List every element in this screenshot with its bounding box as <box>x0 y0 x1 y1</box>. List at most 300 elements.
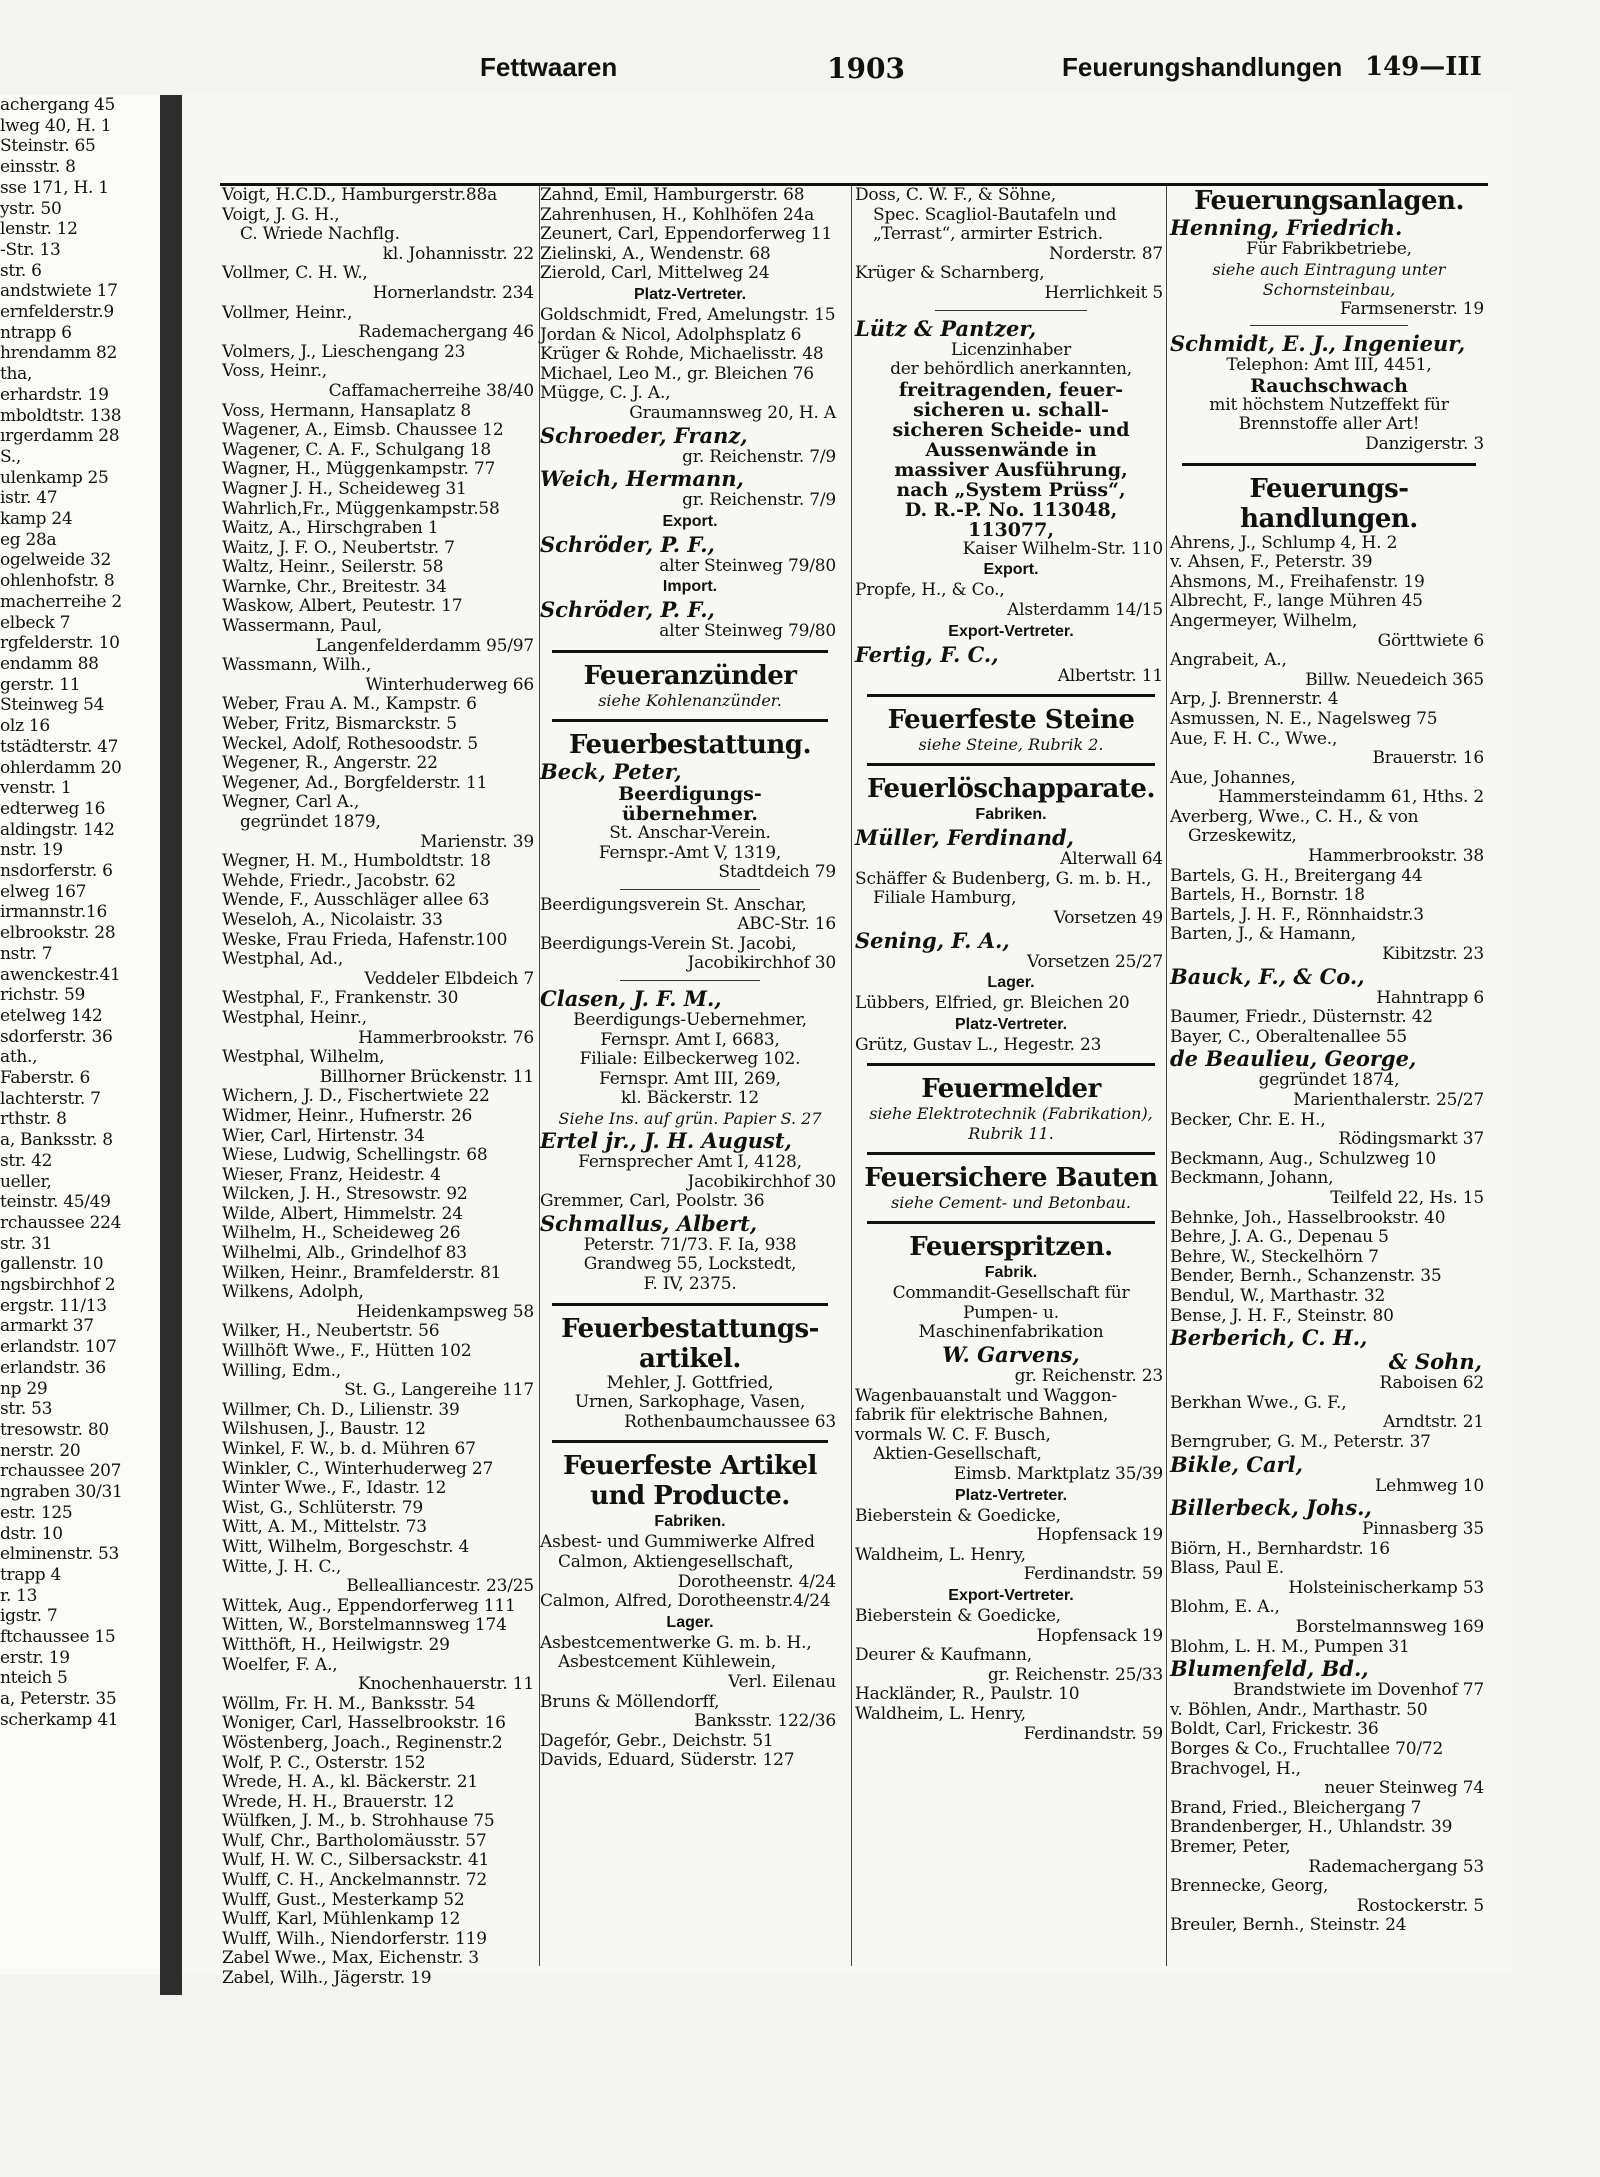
section-heading: handlungen. <box>1240 503 1418 534</box>
directory-entry: Wagner J. H., Scheideweg 31 <box>222 478 467 499</box>
entry: Blass, Paul E. <box>1170 1558 1284 1579</box>
entry: Biörn, H., Bernhardstr. 16 <box>1170 1538 1390 1559</box>
firm-name: Weich, Hermann, <box>540 466 744 492</box>
adjacent-page-text: a, Banksstr. 8 <box>0 1130 113 1151</box>
directory-entry: Wulff, Karl, Mühlenkamp 12 <box>222 1909 461 1930</box>
adjacent-page-text: elbrookstr. 28 <box>0 923 116 944</box>
firm-name: Blumenfeld, Bd., <box>1170 1656 1369 1682</box>
divider <box>620 889 760 890</box>
directory-entry: Zabel, Wilh., Jägerstr. 19 <box>222 1968 432 1989</box>
entry: Arp, J. Brennerstr. 4 <box>1170 689 1339 710</box>
firm-name: Berberich, C. H., <box>1170 1325 1368 1351</box>
entry-address: Kibitzstr. 23 <box>1382 944 1484 965</box>
directory-entry: Wilhelm, H., Scheideweg 26 <box>222 1223 461 1244</box>
entry: mit höchstem Nutzeffekt für <box>1209 394 1449 415</box>
adjacent-page-text: nstr. 19 <box>0 840 63 861</box>
section-heading: Feueranzünder <box>583 660 797 691</box>
entry: Brand, Fried., Bleichergang 7 <box>1170 1797 1422 1818</box>
directory-entry: Woniger, Carl, Hasselbrookstr. 16 <box>222 1713 506 1734</box>
adjacent-page-text: mboldtstr. 138 <box>0 405 122 426</box>
adjacent-page-text: hrendamm 82 <box>0 343 118 364</box>
entry: F. IV, 2375. <box>643 1274 737 1294</box>
directory-entry: Wilde, Albert, Himmelstr. 24 <box>222 1203 463 1224</box>
directory-entry: Westphal, F., Frankenstr. 30 <box>222 988 459 1009</box>
entry: Asbestcement Kühlewein, <box>558 1652 776 1673</box>
adjacent-page-text: str. 53 <box>0 1399 53 1420</box>
entry: Blohm, E. A., <box>1170 1597 1280 1618</box>
section-heading: und Producte. <box>590 1481 790 1512</box>
directory-entry: Wieser, Franz, Heidestr. 4 <box>222 1164 441 1185</box>
directory-entry: Wassermann, Paul, <box>222 616 382 637</box>
section-heading: Feuerungs- <box>1249 473 1409 504</box>
entry: Bieberstein & Goedicke, <box>855 1606 1061 1626</box>
entry: Beckmann, Johann, <box>1170 1168 1334 1189</box>
directory-entry: gegründet 1879, <box>240 812 381 832</box>
entry-address: Norderstr. 87 <box>1049 243 1163 264</box>
entry: Albrecht, F., lange Mühren 45 <box>1170 591 1423 612</box>
adjacent-page-text: erlandstr. 107 <box>0 1337 117 1358</box>
advert-text: Beerdigungs- <box>618 782 762 805</box>
adjacent-page-text: trapp 4 <box>0 1564 61 1585</box>
directory-entry: Wegner, H. M., Humboldtstr. 18 <box>222 851 491 872</box>
cross-reference: siehe Steine, Rubrik 2. <box>918 735 1104 755</box>
entry-address: Vorsetzen 25/27 <box>1026 951 1163 972</box>
entry: Brennstoffe aller Art! <box>1238 414 1420 435</box>
entry: Waldheim, L. Henry, <box>855 1703 1026 1724</box>
entry: Spec. Scagliol-Bautafeln und <box>873 204 1117 225</box>
entry: Davids, Eduard, Süderstr. 127 <box>540 1750 795 1771</box>
section-heading: Feuerfeste Artikel <box>563 1451 817 1482</box>
entry: Aktien-Gesellschaft, <box>873 1444 1042 1465</box>
entry-address: Vorsetzen 49 <box>1053 907 1163 928</box>
entry: Zahnd, Emil, Hamburgerstr. 68 <box>540 185 805 205</box>
entry: der behördlich anerkannten, <box>890 359 1132 380</box>
entry-address: Hopfensack 19 <box>1036 1525 1163 1546</box>
advert-text: sicheren u. schall- <box>913 398 1109 421</box>
divider <box>935 310 1087 311</box>
section-subtitle: Fabriken. <box>654 1513 726 1531</box>
adjacent-page-text: lachterstr. 7 <box>0 1088 101 1109</box>
directory-entry: Warnke, Chr., Breitestr. 34 <box>222 576 447 597</box>
entry: Zielinski, A., Wendenstr. 68 <box>540 243 771 264</box>
entry-address: Rödingsmarkt 37 <box>1338 1129 1484 1150</box>
entry-address: Lehmweg 10 <box>1375 1475 1484 1496</box>
directory-entry: Weckel, Adolf, Rothesoodstr. 5 <box>222 733 478 754</box>
directory-entry: Westphal, Wilhelm, <box>222 1047 385 1068</box>
header-page-number: 149—III <box>1365 52 1482 82</box>
column-divider <box>851 186 852 1966</box>
firm-name: Lütz & Pantzer, <box>855 315 1037 341</box>
firm-name: Ertel jr., J. H. August, <box>540 1128 792 1154</box>
adjacent-page-text: str. 6 <box>0 260 42 281</box>
adjacent-page-text: gallenstr. 10 <box>0 1254 104 1275</box>
directory-entry: Witt, A. M., Mittelstr. 73 <box>222 1517 427 1538</box>
entry: Bense, J. H. F., Steinstr. 80 <box>1170 1305 1394 1326</box>
entry-address: gr. Reichenstr. 25/33 <box>987 1664 1163 1685</box>
section-subtitle: Export-Vertreter. <box>948 622 1074 640</box>
entry: Becker, Chr. E. H., <box>1170 1109 1326 1130</box>
entry-address: Hammerbrookstr. 38 <box>1308 846 1484 867</box>
section-rule <box>552 650 828 653</box>
header-right-title: Feuerungshandlungen <box>1062 52 1343 82</box>
entry: Asbest- und Gummiwerke Alfred <box>540 1532 815 1553</box>
adjacent-page-text: erstr. 19 <box>0 1647 70 1668</box>
adjacent-page-text: nerstr. 20 <box>0 1440 81 1461</box>
entry: Telephon: Amt III, 4451, <box>1226 355 1432 376</box>
adjacent-page-text: Steinstr. 65 <box>0 136 96 157</box>
advert-text: sicheren Scheide- und <box>892 418 1130 441</box>
section-heading: Feuerbestattungs- <box>561 1313 819 1344</box>
adjacent-page-text: sse 171, H. 1 <box>0 177 109 198</box>
directory-entry: Volmers, J., Lieschengang 23 <box>222 341 466 362</box>
entry-address: Hammerbrookstr. 76 <box>358 1027 534 1048</box>
adjacent-page-text: istr. 47 <box>0 488 58 509</box>
entry: Für Fabrikbetriebe, <box>1246 239 1412 259</box>
entry: Wagenbauanstalt und Waggon- <box>855 1385 1118 1406</box>
section-subtitle: Export. <box>662 512 718 530</box>
entry: Bartels, G. H., Breitergang 44 <box>1170 865 1423 886</box>
entry: Fernspr. Amt I, 6683, <box>600 1029 780 1050</box>
adjacent-page-text: teinstr. 45/49 <box>0 1192 111 1213</box>
entry-address: kl. Johannisstr. 22 <box>382 243 534 264</box>
adjacent-page-text: edterweg 16 <box>0 798 106 819</box>
column-2 <box>540 186 840 1966</box>
section-heading: Feuersichere Bauten <box>864 1163 1158 1194</box>
entry: Grandweg 55, Lockstedt, <box>583 1254 797 1275</box>
cross-reference: siehe Elektrotechnik (Fabrikation), <box>869 1104 1153 1124</box>
entry: Baumer, Friedr., Düsternstr. 42 <box>1170 1007 1433 1028</box>
entry: Bartels, J. H. F., Rönnhaidstr.3 <box>1170 904 1424 925</box>
adjacent-page-text: dstr. 10 <box>0 1523 63 1544</box>
section-rule <box>867 1221 1155 1224</box>
directory-entry: Wulff, Wilh., Niendorferstr. 119 <box>222 1928 487 1949</box>
entry: Beerdigungsverein St. Anschar, <box>540 894 807 915</box>
adjacent-page-text: nstr. 7 <box>0 943 53 964</box>
entry-address: Hornerlandstr. 234 <box>372 282 534 303</box>
adjacent-page-text: einsstr. 8 <box>0 157 76 178</box>
entry: Filiale: Eilbeckerweg 102. <box>579 1049 801 1070</box>
entry: Zeunert, Carl, Eppendorferweg 11 <box>540 224 833 245</box>
adjacent-page-text: estr. 125 <box>0 1502 73 1523</box>
entry: gegründet 1874, <box>1258 1070 1400 1091</box>
entry: Angrabeit, A., <box>1170 650 1287 671</box>
entry: Calmon, Alfred, Dorotheenstr.4/24 <box>540 1591 831 1612</box>
entry-address: Rademachergang 46 <box>358 322 534 343</box>
entry-address: Danzigerstr. 3 <box>1365 433 1484 454</box>
entry-address: Hammersteindamm 61, Hths. 2 <box>1217 787 1484 808</box>
entry: Michael, Leo M., gr. Bleichen 76 <box>540 363 814 384</box>
entry: Waldheim, L. Henry, <box>855 1544 1026 1565</box>
directory-entry: Zabel Wwe., Max, Eichenstr. 3 <box>222 1948 479 1969</box>
entry: Doss, C. W. F., & Söhne, <box>855 185 1056 205</box>
advert-text: Aussenwände in <box>925 438 1097 461</box>
adjacent-page-text: -Str. 13 <box>0 239 61 260</box>
adjacent-page-text: eg 28a <box>0 529 57 550</box>
entry-address: Banksstr. 122/36 <box>694 1711 836 1732</box>
directory-entry: Weber, Frau A. M., Kampstr. 6 <box>222 694 477 715</box>
entry: Zahrenhusen, H., Kohlhöfen 24a <box>540 204 815 225</box>
entry: Krüger & Rohde, Michaelisstr. 48 <box>540 344 824 365</box>
entry: Calmon, Aktiengesellschaft, <box>558 1551 794 1572</box>
directory-entry: Voigt, J. G. H., <box>222 204 340 225</box>
entry: Zierold, Carl, Mittelweg 24 <box>540 263 770 284</box>
directory-entry: Wittek, Aug., Eppendorferweg 111 <box>222 1595 516 1616</box>
adjacent-page-text: irmannstr.16 <box>0 902 107 923</box>
entry: Propfe, H., & Co., <box>855 580 1005 601</box>
entry: St. Anschar-Verein. <box>609 822 771 843</box>
adjacent-page-text: sdorferstr. 36 <box>0 1026 113 1047</box>
entry-address: Billhorner Brückenstr. 11 <box>319 1066 534 1087</box>
entry-address: Rostockerstr. 5 <box>1356 1895 1484 1916</box>
entry: Deurer & Kaufmann, <box>855 1645 1032 1666</box>
directory-entry: Wulff, Gust., Mesterkamp 52 <box>222 1889 465 1910</box>
entry-address: Brauerstr. 16 <box>1372 748 1484 769</box>
entry-address: gr. Reichenstr. 23 <box>1014 1366 1163 1387</box>
entry: Angermeyer, Wilhelm, <box>1170 610 1358 631</box>
entry: Filiale Hamburg, <box>873 888 1017 909</box>
entry: Asmussen, N. E., Nagelsweg 75 <box>1170 708 1438 729</box>
directory-entry: Voss, Hermann, Hansaplatz 8 <box>222 400 472 421</box>
firm-name: Billerbeck, Johs., <box>1170 1495 1372 1521</box>
cross-reference: siehe auch Eintragung unter <box>1212 259 1446 279</box>
entry-address: Brandstwiete im Dovenhof 77 <box>1232 1680 1484 1701</box>
entry: Urnen, Sarkophage, Vasen, <box>574 1392 806 1413</box>
book-gutter <box>160 95 182 1995</box>
entry-address: gr. Reichenstr. 7/9 <box>682 490 836 511</box>
entry: Bieberstein & Goedicke, <box>855 1505 1061 1526</box>
entry-address: alter Steinweg 79/80 <box>659 555 836 576</box>
directory-entry: Willing, Edm., <box>222 1360 341 1381</box>
adjacent-page-text: tresowstr. 80 <box>0 1420 109 1440</box>
entry: Behre, J. A. G., Depenau 5 <box>1170 1227 1389 1248</box>
adjacent-page-text: r. 13 <box>0 1585 38 1606</box>
directory-entry: Wöstenberg, Joach., Reginenstr.2 <box>222 1732 503 1753</box>
section-heading: Feuerspritzen. <box>909 1232 1113 1263</box>
adjacent-page-text: Steinweg 54 <box>0 695 105 716</box>
adjacent-page-text: ohlerdamm 20 <box>0 757 122 778</box>
entry: Peterstr. 71/73. F. Ia, 938 <box>583 1234 797 1255</box>
directory-entry: Winter Wwe., F., Idastr. 12 <box>222 1478 447 1499</box>
section-subtitle: Import. <box>662 578 718 596</box>
directory-entry: Waitz, J. F. O., Neubertstr. 7 <box>222 537 455 558</box>
entry-address: Winterhuderweg 66 <box>365 674 534 695</box>
entry: Fernspr.-Amt V, 1319, <box>598 842 782 863</box>
entry-address: Jacobikirchhof 30 <box>687 1171 836 1192</box>
directory-entry: Wolf, P. C., Osterstr. 152 <box>222 1752 426 1773</box>
entry: Licenzinhaber <box>950 339 1072 360</box>
adjacent-page-text: ırgerdamm 28 <box>0 426 120 447</box>
entry-address: Hahntrapp 6 <box>1376 987 1484 1008</box>
directory-entry: Winkler, C., Winterhuderweg 27 <box>222 1458 494 1479</box>
entry: Boldt, Carl, Frickestr. 36 <box>1170 1719 1379 1740</box>
entry-address: Marienthalerstr. 25/27 <box>1293 1090 1484 1110</box>
directory-entry: Witt, Wilhelm, Borgeschstr. 4 <box>222 1536 470 1557</box>
adjacent-page-text: ulenkamp 25 <box>0 467 109 488</box>
header-left-title: Fettwaaren <box>480 52 618 82</box>
entry-address: Eimsb. Marktplatz 35/39 <box>953 1464 1163 1485</box>
directory-entry: Wehde, Friedr., Jacobstr. 62 <box>222 870 456 891</box>
adjacent-page-text: gerstr. 11 <box>0 674 81 695</box>
entry-address: Bellealliancestr. 23/25 <box>346 1576 534 1597</box>
adjacent-page-text: andstwiete 17 <box>0 281 118 302</box>
firm-name: Sening, F. A., <box>855 927 1010 953</box>
firm-name: & Sohn, <box>1388 1349 1482 1375</box>
section-subtitle: Fabrik. <box>984 1264 1038 1282</box>
adjacent-page-text: achergang 45 <box>0 95 116 115</box>
directory-entry: Wegner, Carl A., <box>222 792 360 813</box>
entry-address: Graumannsweg 20, H. A <box>629 402 836 423</box>
entry: Gremmer, Carl, Poolstr. 36 <box>540 1191 765 1212</box>
section-rule <box>867 694 1155 697</box>
entry: Breuler, Bernh., Steinstr. 24 <box>1170 1915 1407 1936</box>
adjacent-page-text: rgfelderstr. 10 <box>0 633 120 654</box>
cross-reference: Siehe Ins. auf grün. Papier S. 27 <box>558 1109 822 1129</box>
section-subtitle: Platz-Vertreter. <box>954 1486 1068 1504</box>
entry-address: Hopfensack 19 <box>1036 1625 1163 1646</box>
entry-address: Billw. Neuedeich 365 <box>1305 669 1484 690</box>
directory-entry: Wassmann, Wilh., <box>222 655 372 676</box>
entry: Grzeskewitz, <box>1188 826 1297 847</box>
column-3 <box>855 186 1167 1966</box>
directory-entry: Willmer, Ch. D., Lilienstr. 39 <box>222 1399 460 1420</box>
directory-entry: Wöllm, Fr. H. M., Banksstr. 54 <box>222 1693 476 1714</box>
entry-address: Pinnasberg 35 <box>1361 1519 1484 1540</box>
section-subtitle: Lager. <box>987 974 1035 992</box>
directory-entry: Wrede, H. H., Brauerstr. 12 <box>222 1791 455 1812</box>
section-rule <box>552 719 828 722</box>
advert-text: nach „System Prüss“, <box>896 478 1126 501</box>
advert-text: freitragenden, feuer- <box>898 378 1124 401</box>
directory-entry: Widmer, Heinr., Hufnerstr. 26 <box>222 1105 473 1126</box>
cross-reference: siehe Kohlenanzünder. <box>598 690 782 710</box>
firm-name: Schröder, P. F., <box>540 597 715 623</box>
directory-entry: Wichern, J. D., Fischertwiete 22 <box>222 1086 490 1107</box>
entry: Goldschmidt, Fred, Amelungstr. 15 <box>540 304 836 325</box>
adjacent-page-text: etelweg 142 <box>0 1005 103 1026</box>
divider <box>620 980 760 981</box>
entry: Beerdigungs-Verein St. Jacobi, <box>540 933 797 954</box>
entry: Lübbers, Elfried, gr. Bleichen 20 <box>855 993 1130 1014</box>
adjacent-page-text: ftchaussee 15 <box>0 1627 116 1648</box>
firm-name: Schmidt, E. J., Ingenieur, <box>1170 331 1466 357</box>
firm-name: de Beaulieu, George, <box>1170 1046 1417 1072</box>
entry: Aue, Johannes, <box>1170 767 1296 788</box>
directory-entry: Wulf, Chr., Bartholomäusstr. 57 <box>222 1830 487 1851</box>
directory-entry: Wier, Carl, Hirtenstr. 34 <box>222 1125 425 1146</box>
entry: „Terrast“, armirter Estrich. <box>873 224 1103 245</box>
adjacent-page-text: nsdorferstr. 6 <box>0 861 113 882</box>
directory-entry: Wülfken, J. M., b. Strohhause 75 <box>222 1811 495 1832</box>
page-header <box>300 52 1520 92</box>
entry: Bremer, Peter, <box>1170 1837 1291 1857</box>
entry-address: Dorotheenstr. 4/24 <box>677 1571 836 1592</box>
directory-entry: Wilshusen, J., Baustr. 12 <box>222 1419 426 1440</box>
directory-entry: Westphal, Ad., <box>222 949 344 970</box>
firm-name: Schmallus, Albert, <box>540 1210 758 1236</box>
section-subtitle: Export-Vertreter. <box>948 1587 1074 1604</box>
directory-entry: Witte, J. H. C., <box>222 1556 342 1577</box>
firm-name: Schröder, P. F., <box>540 531 715 557</box>
adjacent-page-text: elweg 167 <box>0 881 87 902</box>
adjacent-page-text: ueller, <box>0 1171 52 1192</box>
entry: Hackländer, R., Paulstr. 10 <box>855 1684 1080 1705</box>
directory-entry: Waitz, A., Hirschgraben 1 <box>222 518 439 539</box>
entry-address: Farmsenerstr. 19 <box>1340 298 1484 319</box>
entry: Brandenberger, H., Uhlandstr. 39 <box>1170 1817 1453 1838</box>
firm-name: Beck, Peter, <box>540 758 682 784</box>
adjacent-page-text: ogelweide 32 <box>0 550 112 571</box>
advert-text: übernehmer. <box>622 802 758 825</box>
entry: kl. Bäckerstr. 12 <box>620 1088 760 1109</box>
entry: Barten, J., & Hamann, <box>1170 924 1356 945</box>
entry: Berngruber, G. M., Peterstr. 37 <box>1170 1431 1431 1452</box>
directory-entry: Wilhelmi, Alb., Grindelhof 83 <box>222 1243 467 1264</box>
entry-address: Albertstr. 11 <box>1057 665 1163 686</box>
directory-entry: Waskow, Albert, Peutestr. 17 <box>222 596 463 617</box>
entry-address: Stadtdeich 79 <box>718 862 836 883</box>
directory-entry: Wilker, H., Neubertstr. 56 <box>222 1321 440 1342</box>
entry-address: Holsteinischerkamp 53 <box>1288 1577 1484 1598</box>
adjacent-page-text: ngsbirchhof 2 <box>0 1275 116 1296</box>
advert-text: Rauchschwach <box>1250 374 1408 397</box>
entry-address: Raboisen 62 <box>1379 1373 1484 1394</box>
entry: Berkhan Wwe., G. F., <box>1170 1392 1347 1413</box>
entry: Bartels, H., Bornstr. 18 <box>1170 885 1365 906</box>
adjacent-page-edge <box>0 95 160 1975</box>
entry-address: Verl. Eilenau <box>728 1671 836 1692</box>
directory-entry: Weber, Fritz, Bismarckstr. 5 <box>222 714 457 735</box>
entry: Grütz, Gustav L., Hegestr. 23 <box>855 1034 1102 1055</box>
entry: Schäffer & Budenberg, G. m. b. H., <box>855 868 1152 889</box>
directory-entry: Wegener, R., Angerstr. 22 <box>222 753 438 774</box>
entry-address: Ferdinandstr. 59 <box>1023 1564 1163 1585</box>
section-subtitle: Platz-Vertreter. <box>633 285 747 303</box>
section-rule <box>867 1063 1155 1066</box>
adjacent-page-text: elbeck 7 <box>0 612 71 633</box>
adjacent-page-text: Faberstr. 6 <box>0 1068 90 1089</box>
entry-address: Knochenhauerstr. 11 <box>357 1674 534 1695</box>
adjacent-page-text: erlandstr. 36 <box>0 1357 106 1378</box>
directory-entry: Witthöft, H., Heilwigstr. 29 <box>222 1634 450 1655</box>
adjacent-page-text: armarkt 37 <box>0 1316 94 1337</box>
adjacent-page-text: ath., <box>0 1047 38 1068</box>
firm-name: Fertig, F. C., <box>855 641 999 667</box>
column-4 <box>1170 186 1488 1966</box>
section-heading: Feuermelder <box>921 1074 1101 1105</box>
directory-entry: Waltz, Heinr., Seilerstr. 58 <box>222 557 444 578</box>
firm-name: Henning, Friedrich. <box>1170 215 1403 240</box>
adjacent-page-text: a, Peterstr. 35 <box>0 1689 117 1710</box>
directory-entry: Weseloh, A., Nicolaistr. 33 <box>222 909 443 930</box>
adjacent-page-text: ohlenhofstr. 8 <box>0 571 115 592</box>
section-subtitle: Fabriken. <box>975 806 1047 824</box>
directory-entry: Wiese, Ludwig, Schellingstr. 68 <box>222 1145 488 1166</box>
entry: Beckmann, Aug., Schulzweg 10 <box>1170 1148 1437 1169</box>
entry: Bender, Bernh., Schanzenstr. 35 <box>1170 1266 1442 1287</box>
entry: Dagefór, Gebr., Deichstr. 51 <box>540 1730 774 1751</box>
advert-text: D. R.-P. No. 113048, <box>904 498 1118 521</box>
entry: Borges & Co., Fruchtallee 70/72 <box>1170 1739 1444 1760</box>
directory-entry: Winkel, F. W., b. d. Mühren 67 <box>222 1439 476 1459</box>
entry: Behnke, Joh., Hasselbrookstr. 40 <box>1170 1207 1446 1228</box>
adjacent-page-text: elminenstr. 53 <box>0 1544 120 1565</box>
cross-reference: Rubrik 11. <box>968 1124 1054 1144</box>
entry-address: Heidenkampsweg 58 <box>356 1301 534 1322</box>
firm-name: W. Garvens, <box>942 1342 1080 1368</box>
entry-address: Ferdinandstr. 59 <box>1023 1723 1163 1744</box>
entry: Fernsprecher Amt I, 4128, <box>578 1152 802 1173</box>
section-subtitle: Export. <box>983 561 1039 579</box>
